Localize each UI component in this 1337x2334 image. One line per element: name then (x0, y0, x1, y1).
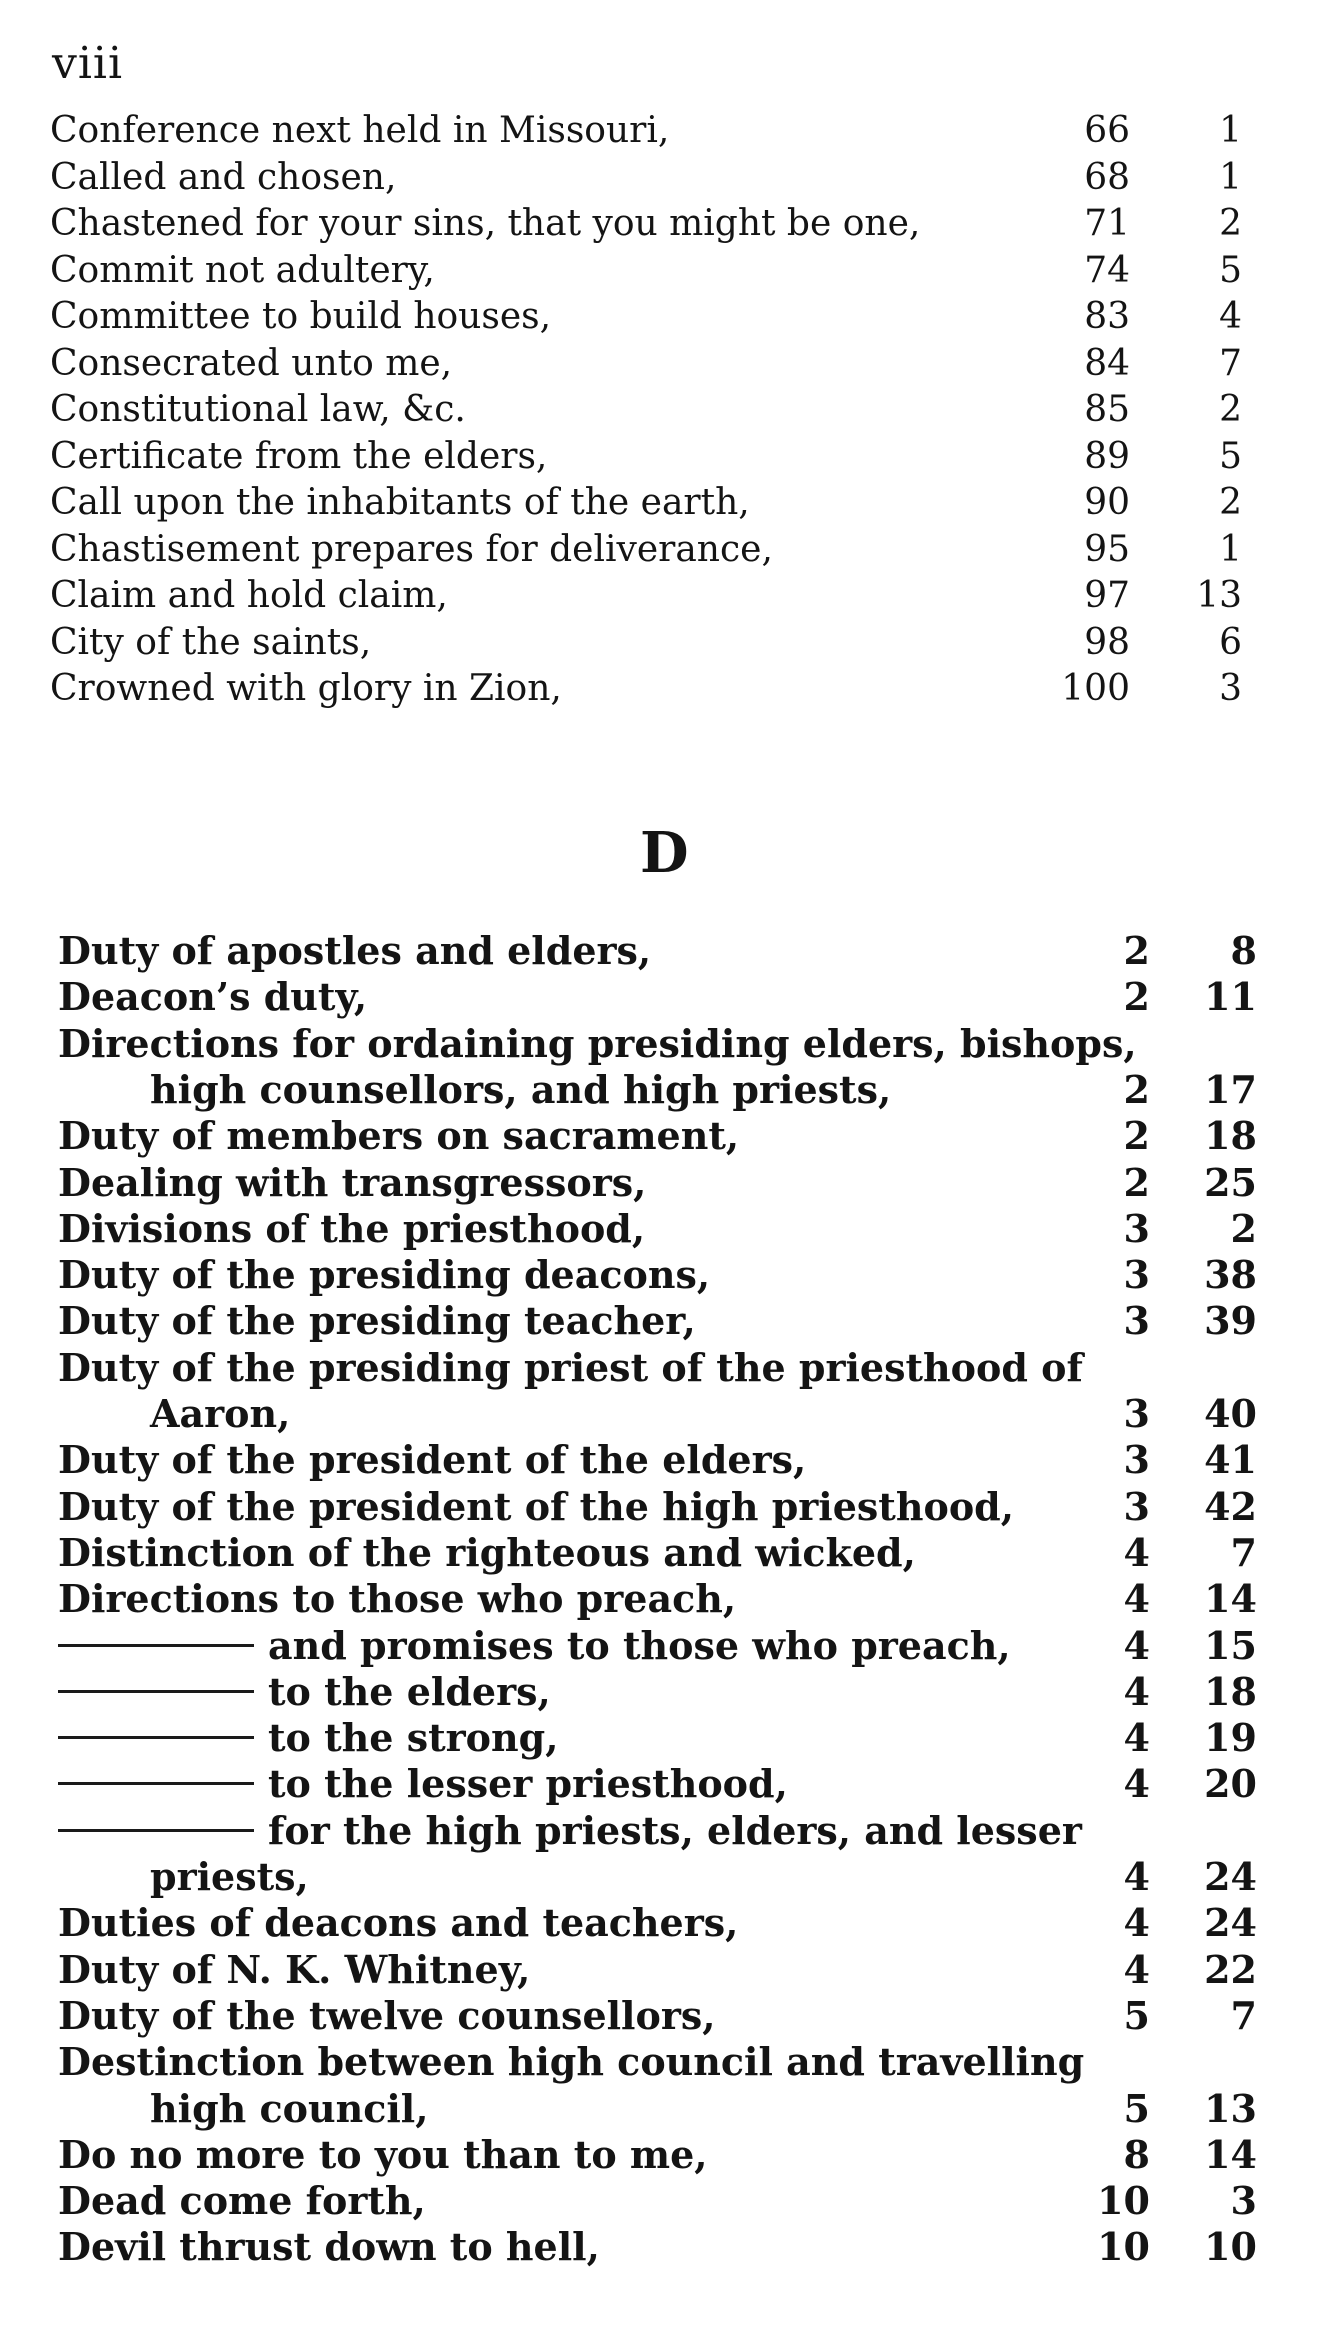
entry-page: 2 (1123, 1159, 1150, 1205)
entry-label: Crowned with glory in Zion, (50, 668, 562, 709)
entry-text (50, 666, 562, 712)
entry-page: 95 (1084, 528, 1130, 570)
entry-text (58, 1484, 1014, 1530)
entry-label: Devil thrust down to hell, (58, 2224, 600, 2270)
entry-text (50, 108, 669, 154)
entry-label: Duty of the president of the elders, (58, 1437, 807, 1483)
index-entry (0, 387, 1337, 433)
index-entry (0, 974, 1337, 1020)
entry-text (50, 248, 435, 294)
entry-verse: 2 (1230, 1205, 1257, 1251)
entry-label: Duty of N. K. Whitney, (58, 1946, 531, 1992)
entry-page: 68 (1084, 156, 1130, 198)
entry-page: 98 (1084, 621, 1130, 663)
entry-page: 97 (1084, 575, 1130, 616)
index-entry (0, 1900, 1337, 1946)
ditto-rule (58, 1782, 254, 1785)
entry-text (50, 201, 920, 247)
entry-page: 3 (1123, 1483, 1150, 1529)
entry-text (58, 1252, 710, 1298)
entry-text (58, 1715, 558, 1761)
entry-text (58, 1947, 530, 1993)
index-entry (0, 341, 1337, 387)
entry-label: Constitutional law, &c. (50, 389, 466, 430)
entry-label: Called and chosen, (50, 156, 397, 198)
entry-label: Consecrated unto me, (50, 342, 453, 384)
entry-verse: 8 (1230, 928, 1257, 973)
index-entry (0, 248, 1337, 294)
entry-page: 4 (1123, 1854, 1150, 1899)
index-entry (0, 928, 1337, 974)
index-entry (0, 2224, 1337, 2270)
entry-text (58, 1669, 551, 1715)
index-entry (0, 1113, 1337, 1159)
entry-label: Commit not adultery, (50, 249, 435, 291)
entry-page: 4 (1123, 1946, 1150, 1992)
entry-page: 10 (1097, 2224, 1150, 2270)
entry-text (58, 1113, 739, 1159)
index-entry (0, 294, 1337, 340)
entry-text (50, 155, 396, 201)
entry-verse: 22 (1204, 1946, 1257, 1992)
entry-label: Do no more to you than to me, (58, 2131, 708, 2177)
index-entry (0, 1808, 1337, 1854)
entry-page: 90 (1084, 482, 1130, 523)
entry-page: 2 (1123, 974, 1150, 1020)
entry-text (58, 2178, 426, 2224)
entry-label: priests, (150, 1854, 309, 1899)
entry-label: Destinction between high council and travelling (58, 2039, 1085, 2085)
entry-verse: 24 (1204, 1854, 1257, 1899)
entry-verse: 20 (1204, 1761, 1257, 1807)
entry-verse: 19 (1204, 1715, 1257, 1761)
entry-page: 71 (1084, 203, 1130, 244)
entry-page: 10 (1097, 2178, 1150, 2224)
index-entry (0, 108, 1337, 154)
entry-label: Call upon the inhabitants of the earth, (50, 482, 750, 523)
entry-text (58, 928, 651, 974)
entry-verse: 7 (1230, 1529, 1257, 1575)
entry-verse: 2 (1219, 203, 1242, 244)
entry-verse: 3 (1219, 668, 1242, 709)
entry-text (150, 1854, 309, 1900)
entry-text (58, 1993, 716, 2039)
entry-page: 3 (1123, 1298, 1150, 1344)
index-entry (0, 620, 1337, 666)
entry-label: Dealing with transgressors, (58, 1159, 647, 1205)
entry-text (50, 294, 551, 340)
entry-text (58, 2224, 600, 2270)
index-entry (0, 480, 1337, 526)
entry-label: for the high priests, elders, and lesser (268, 1807, 1082, 1853)
entry-page: 2 (1123, 1113, 1150, 1159)
entry-label: Committee to build houses, (50, 296, 552, 337)
entry-verse: 18 (1204, 1113, 1257, 1159)
index-entry (0, 573, 1337, 619)
ditto-rule (58, 1736, 254, 1739)
entry-verse: 1 (1219, 528, 1242, 570)
entry-text (58, 2132, 708, 2178)
entry-verse: 6 (1219, 621, 1242, 663)
entry-verse: 14 (1204, 1576, 1257, 1622)
entry-label: Duty of the twelve counsellors, (58, 1992, 716, 2038)
entry-label: Directions to those who preach, (58, 1576, 737, 1622)
index-entry (0, 1576, 1337, 1622)
index-entry (0, 155, 1337, 201)
entry-text (58, 1437, 806, 1483)
entry-label: Chastened for your sins, that you might be one, (50, 203, 921, 244)
entry-verse: 11 (1204, 974, 1257, 1020)
entry-text (58, 1160, 646, 1206)
entry-text (150, 1391, 290, 1437)
entry-label: Duties of deacons and teachers, (58, 1900, 739, 1946)
entry-label: Conference next held in Missouri, (50, 110, 670, 151)
entry-text (58, 1021, 1137, 1067)
entry-page: 74 (1084, 249, 1130, 291)
entry-label: Deacon’s duty, (58, 974, 368, 1020)
section-letter-d: D (640, 820, 689, 886)
index-entry (0, 1669, 1337, 1715)
entry-page: 3 (1123, 1391, 1150, 1436)
entry-page: 4 (1123, 1761, 1150, 1807)
entry-verse: 42 (1204, 1483, 1257, 1529)
entry-page: 5 (1123, 2085, 1150, 2131)
index-entry (0, 1345, 1337, 1391)
index-entry (0, 201, 1337, 247)
page-number: viii (52, 38, 124, 89)
entry-verse: 24 (1204, 1900, 1257, 1946)
entry-text (50, 527, 773, 573)
entry-text (58, 1808, 1082, 1854)
entry-label: to the strong, (268, 1715, 559, 1761)
entry-page: 3 (1123, 1205, 1150, 1251)
entry-page: 4 (1123, 1622, 1150, 1668)
entry-text (58, 1761, 788, 1807)
entry-verse: 7 (1219, 342, 1242, 384)
entry-page: 4 (1123, 1576, 1150, 1622)
entry-verse: 4 (1219, 296, 1242, 337)
entry-page: 4 (1123, 1900, 1150, 1946)
entry-page: 2 (1123, 928, 1150, 973)
entry-verse: 10 (1204, 2224, 1257, 2270)
entry-label: and promises to those who preach, (268, 1622, 1011, 1668)
index-entry (0, 1021, 1337, 1067)
entry-text (50, 434, 547, 480)
entry-text (58, 1530, 916, 1576)
index-entry (0, 1715, 1337, 1761)
index-entry (0, 1854, 1337, 1900)
entry-label: Aaron, (150, 1391, 291, 1436)
entry-label: to the elders, (268, 1668, 551, 1714)
entry-label: Duty of the presiding priest of the priesthood of (58, 1344, 1083, 1390)
entry-page: 85 (1084, 389, 1130, 430)
entry-verse: 18 (1204, 1668, 1257, 1714)
entry-verse: 7 (1230, 1992, 1257, 2038)
entry-label: to the lesser priesthood, (268, 1761, 788, 1807)
index-entry (0, 2086, 1337, 2132)
entry-label: Duty of the presiding teacher, (58, 1298, 696, 1344)
entry-verse: 2 (1219, 482, 1242, 523)
index-entry (0, 1437, 1337, 1483)
index-section-d (0, 928, 1337, 2308)
index-entry (0, 2178, 1337, 2224)
entry-label: Chastisement prepares for deliverance, (50, 528, 773, 570)
index-entry (0, 666, 1337, 712)
entry-verse: 13 (1204, 2085, 1257, 2131)
entry-page: 83 (1084, 296, 1130, 337)
entry-label: high council, (150, 2085, 429, 2131)
entry-page: 3 (1123, 1252, 1150, 1298)
entry-label: Duty of the presiding deacons, (58, 1252, 711, 1298)
entry-label: Duty of the president of the high priesthood, (58, 1483, 1014, 1529)
entry-label: Claim and hold claim, (50, 575, 448, 616)
ditto-rule (58, 1829, 254, 1832)
entry-text (58, 1298, 696, 1344)
entry-verse: 1 (1219, 156, 1242, 198)
index-entry (0, 1298, 1337, 1344)
index-section-c (0, 108, 1337, 768)
entry-page: 66 (1084, 110, 1130, 151)
entry-label: Distinction of the righteous and wicked, (58, 1529, 916, 1575)
index-entry (0, 1160, 1337, 1206)
entry-text (50, 620, 371, 666)
entry-verse: 1 (1219, 110, 1242, 151)
entry-label: Certificate from the elders, (50, 435, 548, 477)
index-entry (0, 1993, 1337, 2039)
entry-text (150, 2086, 428, 2132)
index-entry (0, 434, 1337, 480)
index-entry (0, 527, 1337, 573)
entry-page: 4 (1123, 1715, 1150, 1761)
entry-verse: 39 (1204, 1298, 1257, 1344)
entry-label: City of the saints, (50, 621, 372, 663)
entry-verse: 15 (1204, 1622, 1257, 1668)
entry-label: Dead come forth, (58, 2178, 426, 2224)
entry-page: 3 (1123, 1437, 1150, 1483)
entry-verse: 2 (1219, 389, 1242, 430)
entry-label: Divisions of the priesthood, (58, 1205, 646, 1251)
entry-text (50, 480, 750, 526)
entry-verse: 3 (1230, 2178, 1257, 2224)
index-entry (0, 1206, 1337, 1252)
index-entry (0, 2132, 1337, 2178)
index-entry (0, 1947, 1337, 1993)
index-entry (0, 1252, 1337, 1298)
entry-verse: 14 (1204, 2131, 1257, 2177)
entry-page: 100 (1061, 668, 1130, 709)
entry-verse: 40 (1204, 1391, 1257, 1436)
entry-text (58, 1576, 736, 1622)
index-entry (0, 1623, 1337, 1669)
entry-text (58, 974, 367, 1020)
entry-text (58, 1206, 645, 1252)
entry-text (50, 341, 452, 387)
ditto-rule (58, 1690, 254, 1693)
entry-page: 8 (1123, 2131, 1150, 2177)
entry-verse: 25 (1204, 1159, 1257, 1205)
index-entry (0, 1067, 1337, 1113)
entry-page: 2 (1123, 1066, 1150, 1112)
entry-verse: 38 (1204, 1252, 1257, 1298)
entry-verse: 17 (1204, 1066, 1257, 1112)
entry-verse: 13 (1196, 575, 1242, 616)
entry-text (50, 387, 466, 433)
entry-text (58, 2039, 1084, 2085)
entry-text (58, 1345, 1083, 1391)
index-entry (0, 1530, 1337, 1576)
index-entry (0, 1391, 1337, 1437)
entry-page: 84 (1084, 342, 1130, 384)
entry-verse: 41 (1204, 1437, 1257, 1483)
entry-page: 5 (1123, 1992, 1150, 2038)
entry-label: high counsellors, and high priests, (150, 1066, 892, 1112)
index-entry (0, 2039, 1337, 2085)
entry-text (50, 573, 448, 619)
entry-verse: 5 (1219, 249, 1242, 291)
entry-page: 89 (1084, 435, 1130, 477)
ditto-rule (58, 1644, 254, 1647)
entry-page: 4 (1123, 1529, 1150, 1575)
entry-label: Duty of apostles and elders, (58, 928, 652, 973)
entry-label: Directions for ordaining presiding elders, bishops, (58, 1020, 1137, 1066)
index-entry (0, 1484, 1337, 1530)
index-entry (0, 1761, 1337, 1807)
entry-label: Duty of members on sacrament, (58, 1113, 740, 1159)
entry-text (58, 1900, 738, 1946)
entry-page: 4 (1123, 1668, 1150, 1714)
entry-verse: 5 (1219, 435, 1242, 477)
entry-text (150, 1067, 891, 1113)
entry-text (58, 1623, 1011, 1669)
